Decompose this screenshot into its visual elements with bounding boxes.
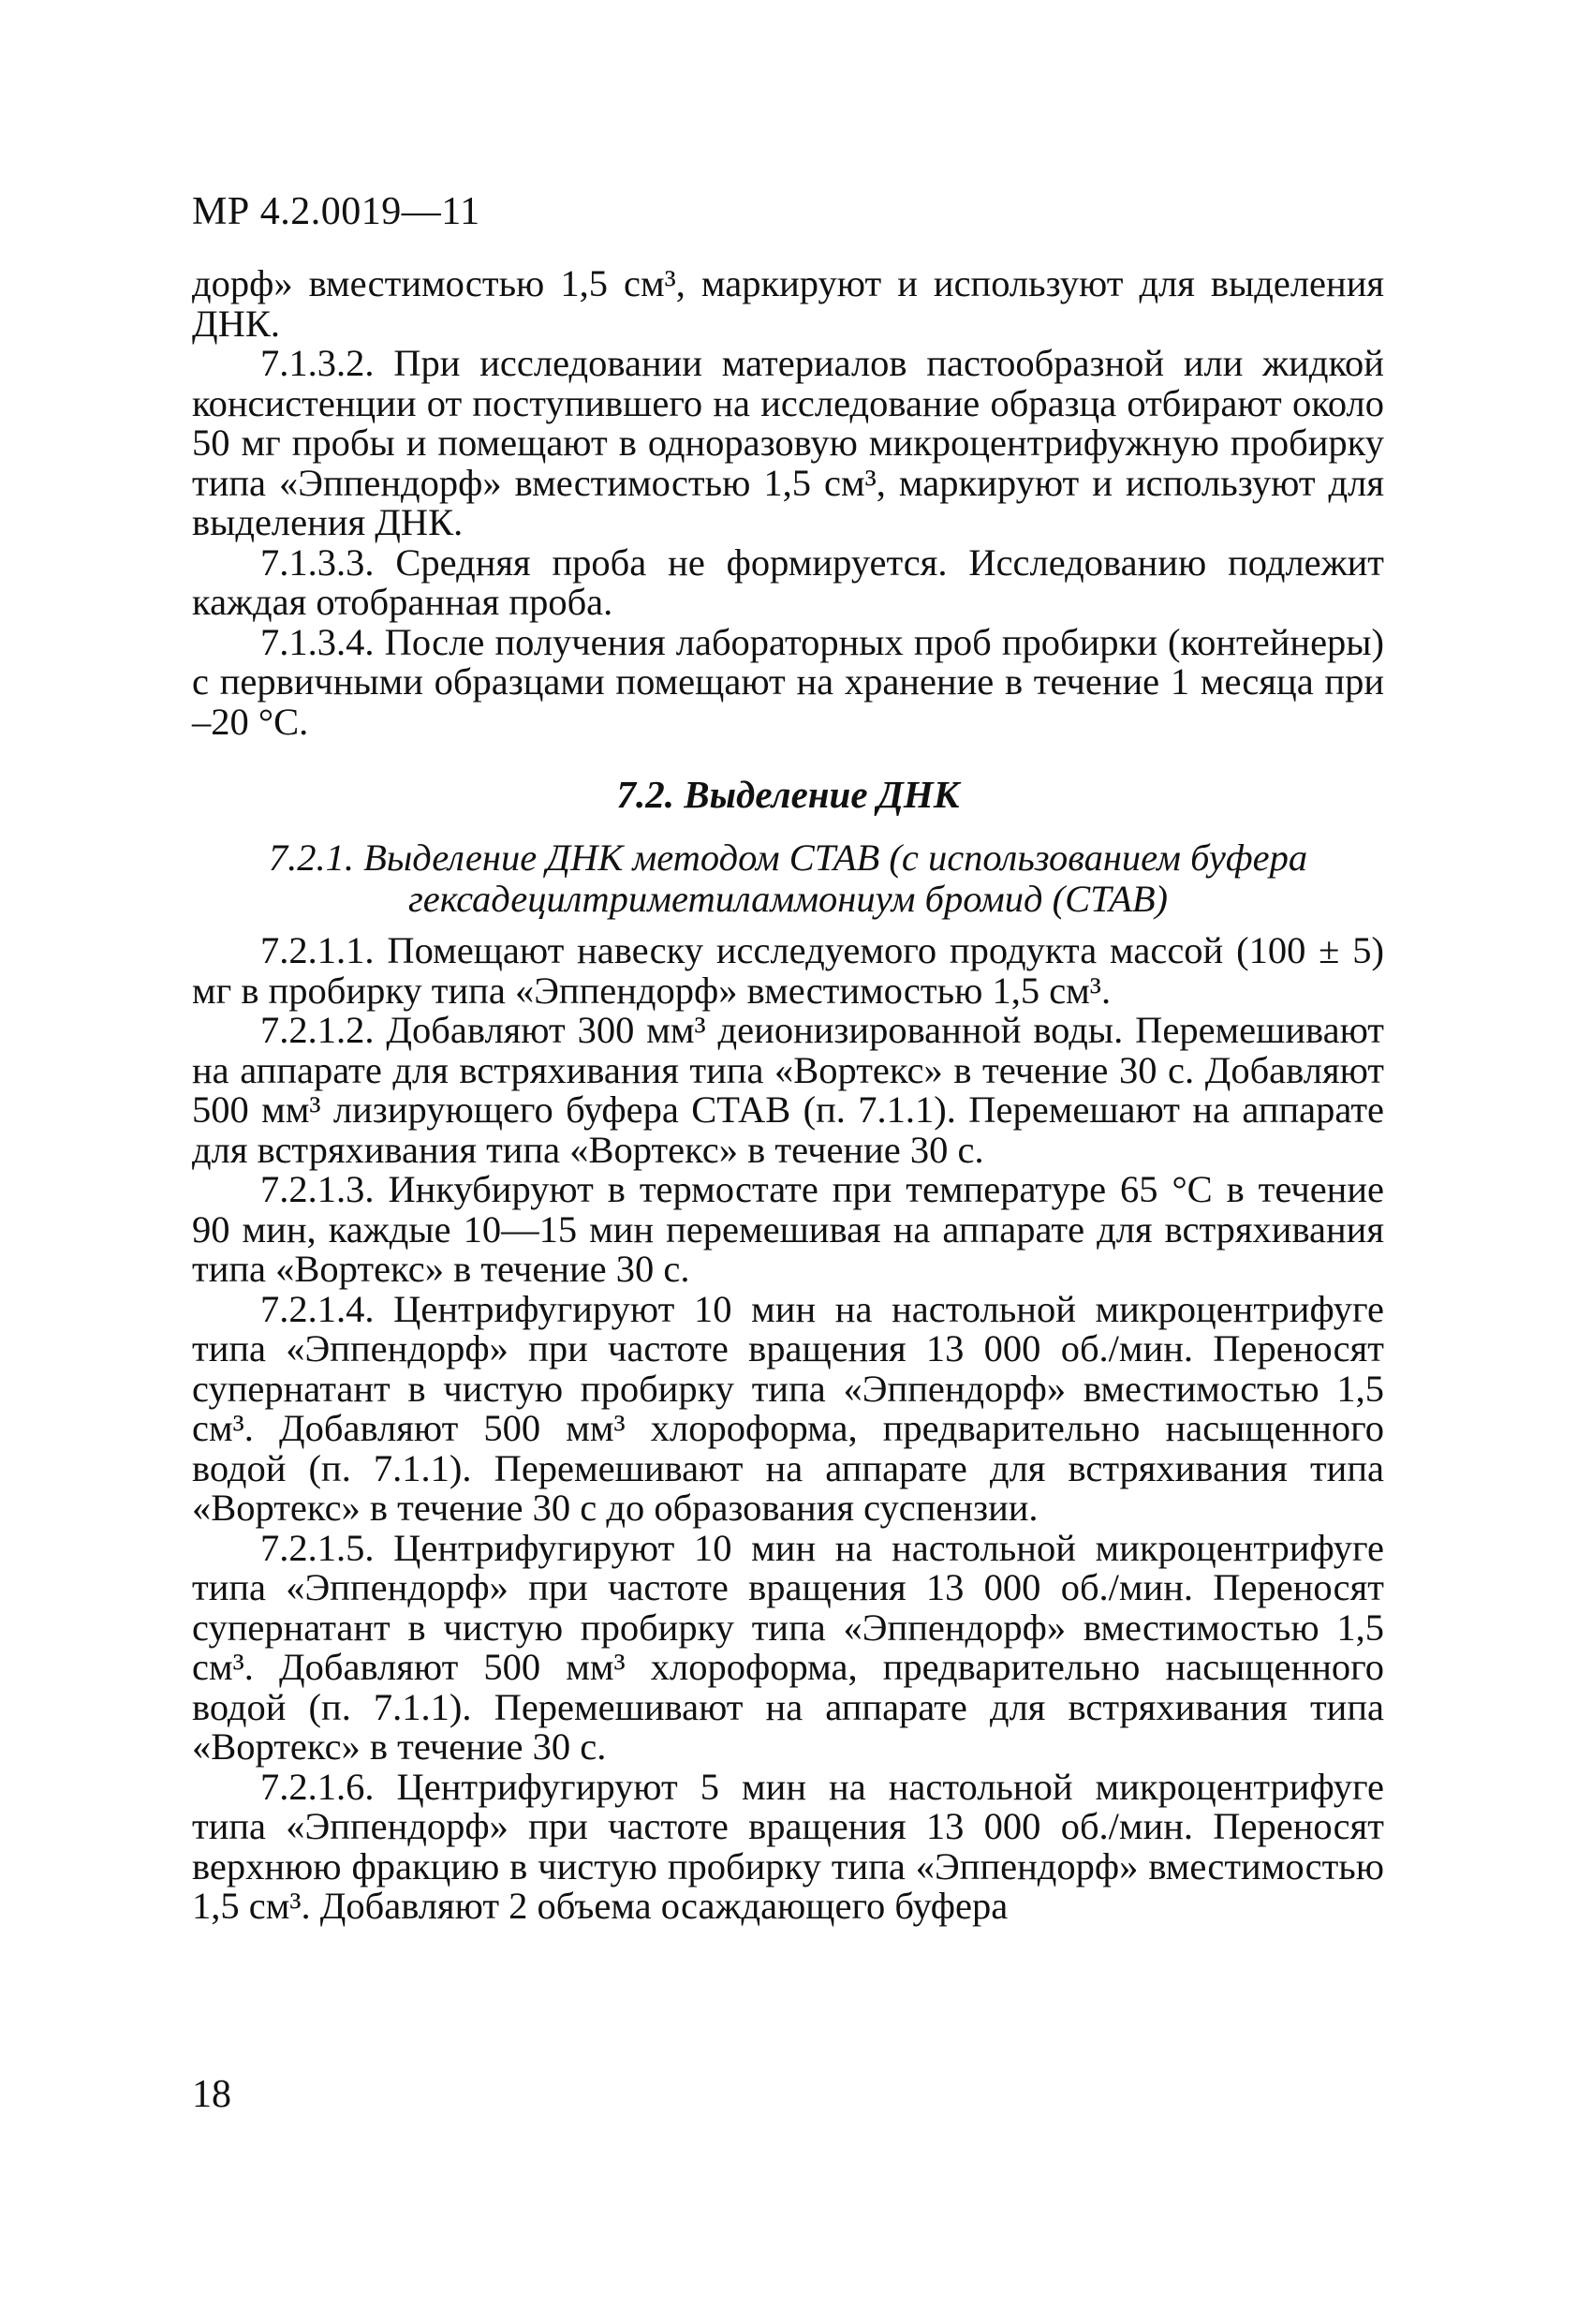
subsection-heading-line-2: гексадецилтриметиламмониум бромид (СТАВ) — [407, 878, 1169, 920]
paragraph-7-1-3-3: 7.1.3.3. Средняя проба не формируется. Исследованию подлежит каждая отобранная проба. — [192, 540, 1384, 623]
paragraph-7-1-3-4: 7.1.3.4. После получения лабораторных проб пробирки (контейнеры) с первичными образцами помещают на хранение в течение 1 месяца при –20 °С. — [192, 620, 1384, 743]
paragraph-7-2-1-3: 7.2.1.3. Инкубируют в термостате при температуре 65 °С в течение 90 мин, каждые 10—15 мин перемешивая на аппарате для встряхивания типа «Вортекс» в течение 30 с. — [192, 1168, 1384, 1290]
subsection-heading-line-1: 7.2.1. Выделение ДНК методом СТАВ (с использованием буфера — [268, 836, 1308, 879]
paragraph-7-2-1-2: 7.2.1.2. Добавляют 300 мм³ деионизированной воды. Перемешивают на аппарате для встряхивания типа «Вортекс» в течение 30 с. Добавляют 500 мм³ лизирующего буфера СТАВ (п. 7.1.1). Перемешают на аппарате для встряхивания типа «Вортекс» в течение 30 с. — [192, 1009, 1384, 1171]
paragraph-7-1-3-2: 7.1.3.2. При исследовании материалов пастообразной или жидкой консистенции от поступившего на исследование образца отбирают около 50 мг пробы и помещают в одноразовую микроцентрифужную пробирку типа «Эппендорф» вместимостью 1,5 см³, маркируют и используют для выделения ДНК. — [192, 342, 1384, 543]
paragraph-7-2-1-4: 7.2.1.4. Центрифугируют 10 мин на настольной микроцентрифуге типа «Эппендорф» при частоте вращения 13 000 об./мин. Переносят супернатант в чистую пробирку типа «Эппендорф» вместимостью 1,5 см³. Добавляют 500 мм³ хлороформа, предварительно насыщенного водой (п. 7.1.1). Перемешивают на аппарате для встряхивания типа «Вортекс» в течение 30 с до образования суспензии. — [192, 1287, 1384, 1529]
page-number: 18 — [192, 2073, 231, 2116]
paragraph-7-2-1-6: 7.2.1.6. Центрифугируют 5 мин на настольной микроцентрифуге типа «Эппендорф» при частоте вращения 13 000 об./мин. Переносят верхнюю фракцию в чистую пробирку типа «Эппендорф» вместимостью 1,5 см³. Добавляют 2 объема осаждающего буфера — [192, 1765, 1384, 1927]
body-text — [192, 264, 1384, 1927]
document-id-header: МР 4.2.0019—11 — [192, 190, 480, 233]
spacer — [192, 742, 1384, 774]
paragraph-continuation: дорф» вместимостью 1,5 см³, маркируют и используют для выделения ДНК. — [192, 262, 1384, 345]
spacer — [192, 815, 1384, 837]
paragraph-7-2-1-1: 7.2.1.1. Помещают навеску исследуемого продукта массой (100 ± 5) мг в пробирку типа «Эппендорф» вместимостью 1,5 см³. — [192, 929, 1384, 1012]
paragraph-7-2-1-5: 7.2.1.5. Центрифугируют 10 мин на настольной микроцентрифуге типа «Эппендорф» при частоте вращения 13 000 об./мин. Переносят супернатант в чистую пробирку типа «Эппендорф» вместимостью 1,5 см³. Добавляют 500 мм³ хлороформа, предварительно насыщенного водой (п. 7.1.1). Перемешивают на аппарате для встряхивания типа «Вортекс» в течение 30 с. — [192, 1526, 1384, 1768]
section-heading: 7.2. Выделение ДНК — [616, 773, 960, 816]
